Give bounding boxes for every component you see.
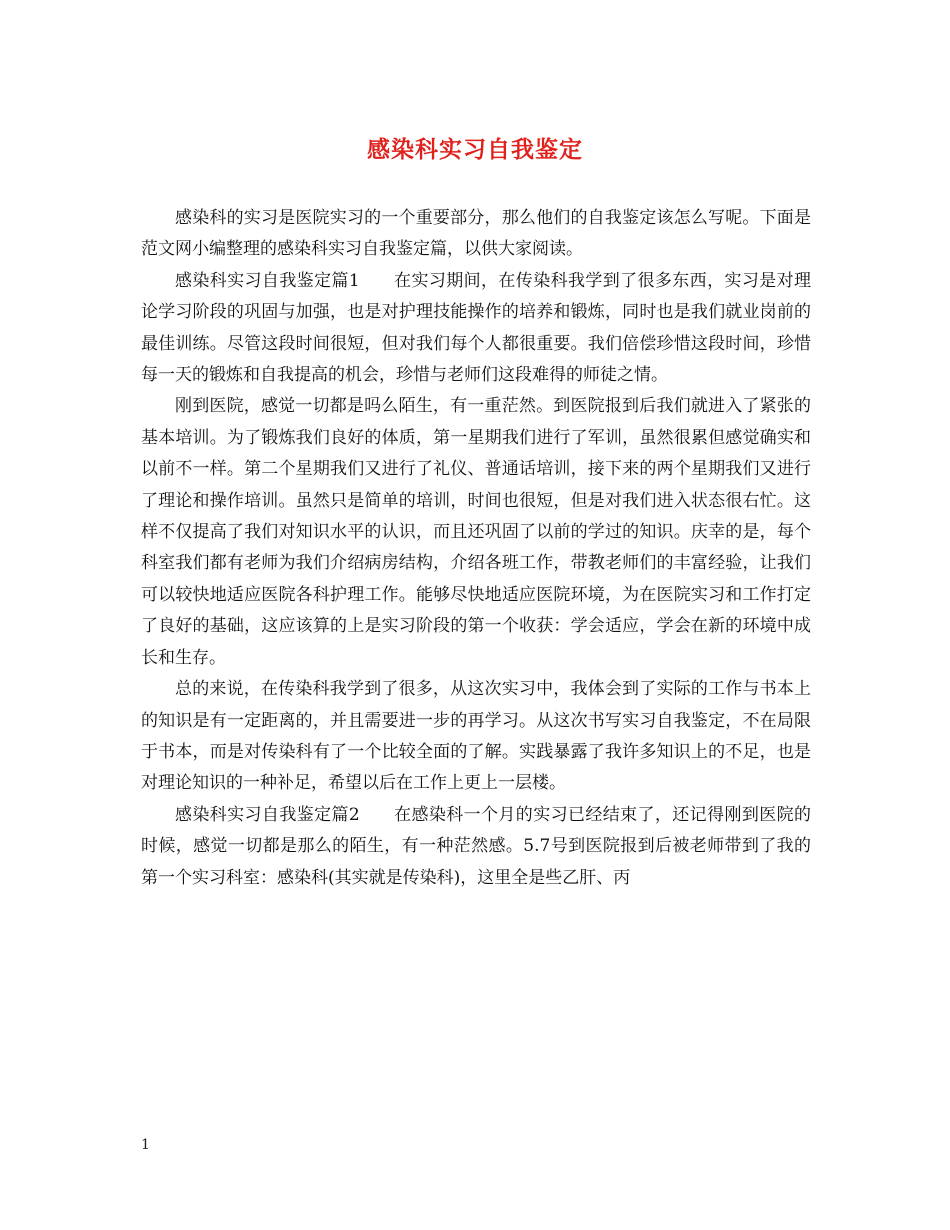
paragraph-intro [141,203,811,266]
page-number: 1 [141,1137,150,1153]
paragraph-text: 感染科的实习是医院实习的一个重要部分，那么他们的自我鉴定该怎么写呢。下面是范文网小编整理的感染科实习自我鉴定篇，以供大家阅读。 [141,208,811,260]
paragraph-text: 在感染科一个月的实习已经结束了，还记得刚到医院的时候，感觉一切都是那么的陌生，有一种茫然感。5.7号到医院报到后被老师带到了我的第一个实习科室：感染科(其实就是传染科)，这里全是些乙肝、丙 [141,804,811,888]
paragraph-text: 刚到医院，感觉一切都是吗么陌生，有一重茫然。到医院报到后我们就进入了紧张的基本培训。为了锻炼我们良好的体质，第一星期我们进行了军训，虽然很累但感觉确实和以前不一样。第二个星期我们又进行了礼仪、普通话培训，接下来的两个星期我们又进行了理论和操作培训。虽然只是简单的培训，时间也很短，但是对我们进入状态很右忙。这样不仅提高了我们对知识水平的认识，而且还巩固了以前的学过的知识。庆幸的是，每个科室我们都有老师为我们介绍病房结构，介绍各班工作，带教老师们的丰富经验，让我们可以较快地适应医院各科护理工作。能够尽快地适应医院环境，为在医院实习和工作打定了良好的基础，这应该算的上是实习阶段的第一个收获：学会适应，学会在新的环境中成长和生存。 [141,396,811,668]
paragraph-text: 总的来说，在传染科我学到了很多，从这次实习中，我体会到了实际的工作与书本上的知识是有一定距离的，并且需要进一步的再学习。从这次书写实习自我鉴定，不在局限于书本，而是对传染科有了一个比较全面的了解。实践暴露了我许多知识上的不足，也是对理论知识的一种补足，希望以后在工作上更上一层楼。 [141,679,811,794]
document-title: 感染科实习自我鉴定 [367,136,583,163]
paragraph-summary [141,674,811,800]
section-heading: 感染科实习自我鉴定篇2 [175,804,360,825]
paragraph-section-2 [141,800,811,894]
paragraph-text: 在实习期间，在传染科我学到了很多东西，实习是对理论学习阶段的巩固与加强，也是对护理技能操作的培养和锻炼，同时也是我们就业岗前的最佳训练。尽管这段时间很短，但对我们每个人都很重要。我们倍偿珍惜这段时间，珍惜每一天的锻炼和自我提高的机会，珍惜与老师们这段难得的师徒之情。 [141,270,811,386]
paragraph-section-1 [141,266,811,392]
section-heading: 感染科实习自我鉴定篇1 [175,270,360,291]
paragraph-arrival [141,391,811,674]
document-body [141,203,811,894]
